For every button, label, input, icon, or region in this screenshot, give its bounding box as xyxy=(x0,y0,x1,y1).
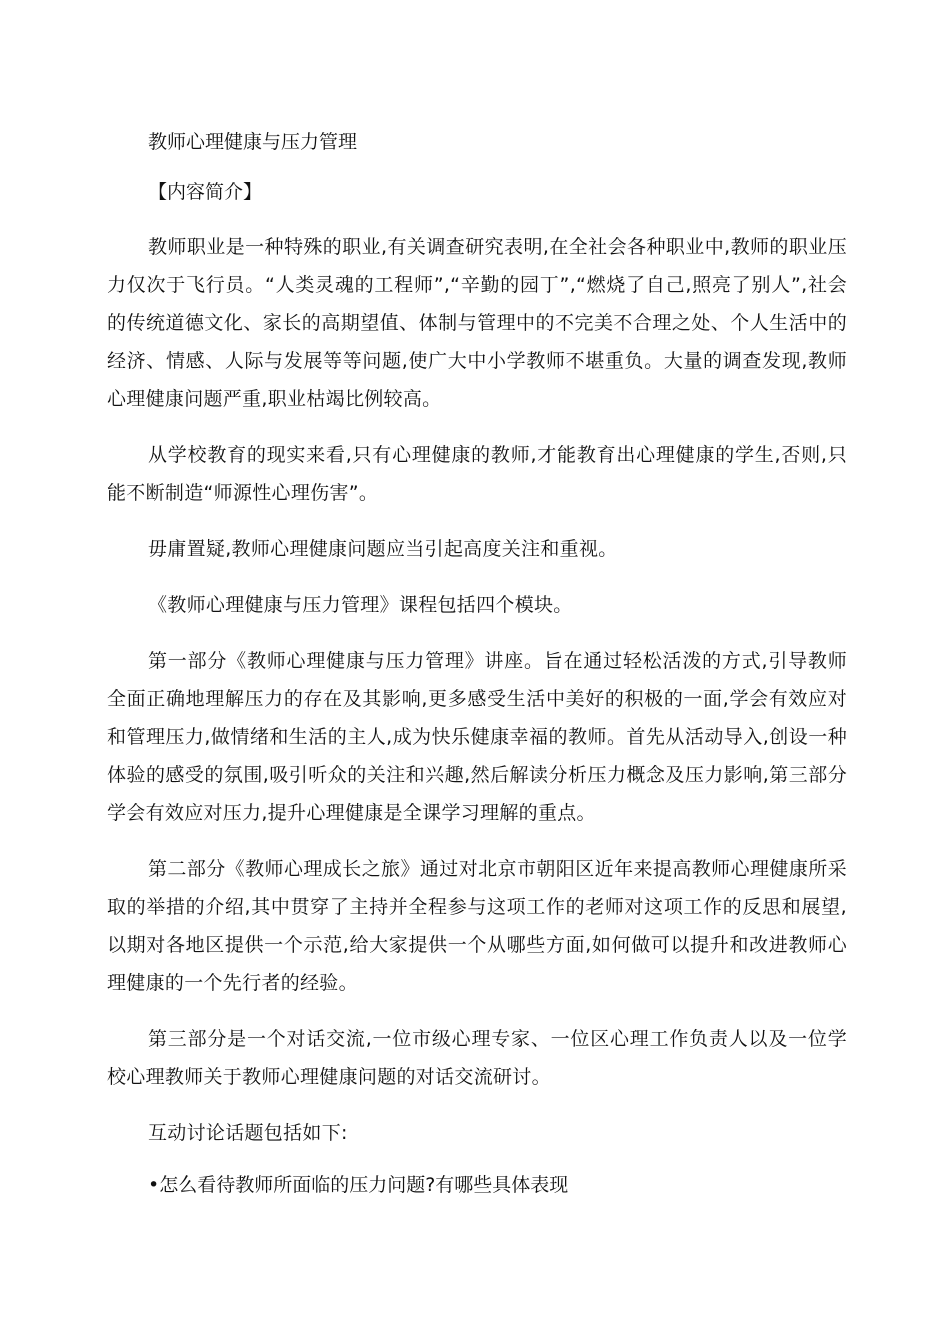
section-heading: 【内容简介】 xyxy=(148,181,263,203)
paragraph-school-reality: 从学校教育的现实来看,只有心理健康的教师,才能教育出心理健康的学生,否则,只能不断制造“师源性心理伤害”。 xyxy=(107,444,847,504)
paragraph-course-modules: 《教师心理健康与压力管理》课程包括四个模块。 xyxy=(148,594,573,616)
paragraph-part-one: 第一部分《教师心理健康与压力管理》讲座。旨在通过轻松活泼的方式,引导教师全面正确地理解压力的存在及其影响,更多感受生活中美好的积极的一面,学会有效应对和管理压力,做情绪和生活的主人,成为快乐健康幸福的教师。首先从活动导入,创设一种体验的感受的氛围,吸引听众的关注和兴趣,然后解读分析压力概念及压力影响,第三部分学会有效应对压力,提升心理健康是全课学习理解的重点。 xyxy=(107,650,847,824)
paragraph-intro: 教师职业是一种特殊的职业,有关调查研究表明,在全社会各种职业中,教师的职业压力仅次于飞行员。“人类灵魂的工程师”,“辛勤的园丁”,“燃烧了自己,照亮了别人”,社会的传统道德文化、家长的高期望值、体制与管理中的不完美不合理之处、个人生活中的经济、情感、人际与发展等等问题,使广大中小学教师不堪重负。大量的调查发现,教师心理健康问题严重,职业枯竭比例较高。 xyxy=(107,236,847,410)
paragraph-part-three: 第三部分是一个对话交流,一位市级心理专家、一位区心理工作负责人以及一位学校心理教师关于教师心理健康问题的对话交流研讨。 xyxy=(107,1028,847,1088)
document-title: 教师心理健康与压力管理 xyxy=(148,131,358,153)
paragraph-discussion-intro: 互动讨论话题包括如下: xyxy=(148,1122,348,1144)
paragraph-attention: 毋庸置疑,教师心理健康问题应当引起高度关注和重视。 xyxy=(148,538,618,560)
paragraph-part-two: 第二部分《教师心理成长之旅》通过对北京市朝阳区近年来提高教师心理健康所采取的举措的介绍,其中贯穿了主持并全程参与这项工作的老师对这项工作的反思和展望,以期对各地区提供一个示范,给大家提供一个从哪些方面,如何做可以提升和改进教师心理健康的一个先行者的经验。 xyxy=(107,858,847,994)
bullet-item: •怎么看待教师所面临的压力问题?有哪些具体表现 xyxy=(148,1174,569,1196)
document-body xyxy=(107,124,847,1204)
